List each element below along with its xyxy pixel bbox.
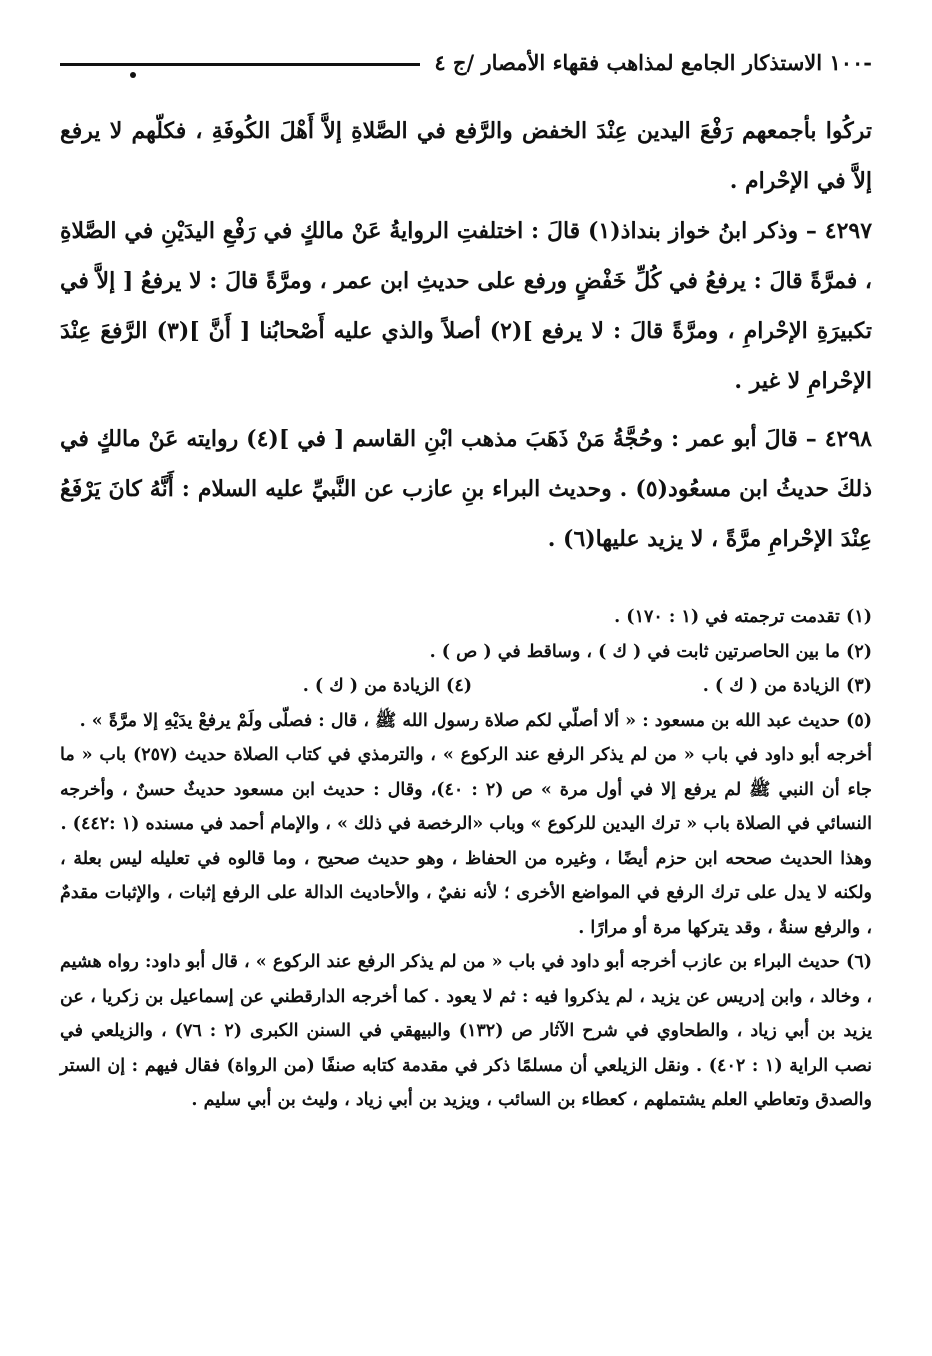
footnotes: [60, 600, 872, 1118]
footnote-2: (٢) ما بين الحاصرتين ثابت في ( ك ) ، وساقط في ( ص ) .: [429, 641, 872, 662]
ink-dot: [130, 72, 136, 78]
paragraph-4298: ٤٢٩٨ – قالَ أبو عمر : وحُجَّةُ مَنْ ذَهَبَ مذهب ابْنِ القاسم [ في ](٤) روايته عَنْ مالكٍ في ذلكَ حديثُ ابن مسعُود(٥) . وحديث البراء بنِ عازب عن النَّبيِّ عليه السلام : أَنَّهُ كانَ يَرْفَعُ عِنْدَ الإحْرامِ مرَّةً ، لا يزيد عليها(٦) .: [60, 426, 873, 552]
main-text: [60, 106, 872, 564]
footnote-4: (٤) الزيادة من ( ك ) .: [302, 676, 472, 696]
footnote-6: (٦) حديث البراء بن عازب أخرجه أبو داود في باب « من لم يذكر الرفع عند الركوع » ، قال أبو داود: رواه هشيم ، وخالد ، وابن إدريس عن يزيد ، لم يذكروا فيه : ثم لا يعود . كما أخرجه الدارقطني عن إسماعيل بن زكريا ، عن يزيد بن أبي زياد ، والطحاوي في شرح الآثار ص (١٣٢) والبيهقي في السنن الكبرى (٢ : ٧٦) ، والزيلعي في نصب الراية (١ : ٤٠٢) . ونقل الزيلعي أن مسلمًا ذكر في مقدمة كتابه صنفًا (من الرواة) فقال فيهم : إن الستر والصدق وتعاطي العلم يشتملهم ، كعطاء بن السائب ، ويزيد بن أبي زياد ، وليث بن أبي سليم .: [60, 952, 873, 1110]
page-title: -١٠٠ الاستذكار الجامع لمذاهب فقهاء الأمصار /ج ٤: [434, 49, 872, 75]
footnote-5-part-3: وهذا الحديث صححه ابن حزم أيضًا ، وغيره من الحفاظ ، وهو حديث صحيح ، وما قالوه في تعليله ليس بعلة ، ولكنه لا يدل على ترك الرفع في المواضع الأخرى ؛ لأنه نفيٌ ، والأحاديث الدالة على الرفع إثبات ، والإثبات مقدمٌ ، والرفع سنةٌ ، وقد يتركها مرة أو مرارًا .: [60, 848, 872, 938]
running-header: [60, 42, 872, 82]
footnote-row-3-4: [60, 669, 872, 704]
footnote-3: (٣) الزيادة من ( ك ) .: [702, 676, 872, 696]
header-rule: [60, 63, 420, 66]
footnote-5-part-2: أخرجه أبو داود في باب « من لم يذكر الرفع عند الركوع » ، والترمذي في كتاب الصلاة حديث (٢٥٧) باب « ما جاء أن النبي ﷺ لم يرفع إلا في أول مرة » ص (٢ : ٤٠)، وقال : حديث ابن مسعود حديثٌ حسنٌ ، وأخرجه النسائي في الصلاة باب « ترك اليدين للركوع » وباب «الرخصة في ذلك » ، والإمام أحمد في مسنده (١ :٤٤٢) .: [60, 745, 872, 834]
paragraph-4297: ٤٢٩٧ – وذكر ابنُ خواز بنداذ(١) قالَ : اختلفتِ الروايةُ عَنْ مالكٍ في رَفْعِ اليدَيْنِ في الصَّلاةِ ، فمرَّةً قالَ : يرفعُ في كُلِّ خَفْضٍ ورفع على حديثِ ابن عمر ، ومرَّةً قالَ : لا يرفعُ [ إلاَّ في تكبيرَةِ الإحْرامِ ، ومرَّةً قالَ : لا يرفع ](٢) أصلاً والذي عليه أَصْحابُنا [ أَنَّ ](٣) الرَّفعَ عِنْدَ الإحْرامِ لا غير .: [60, 218, 873, 394]
footnote-1: (١) تقدمت ترجمته في (١ : ١٧٠) .: [614, 607, 872, 627]
paragraph-1: تركُوا بأجمعهم رَفْعَ اليدين عِنْدَ الخفض والرَّفع في الصَّلاةِ إلاَّ أَهْلَ الكُوفَةِ ، فكلّهم لا يرفع إلاَّ في الإحْرام .: [60, 118, 872, 194]
footnote-5: (٥) حديث عبد الله بن مسعود : « ألا أصلّي لكم صلاة رسول الله ﷺ ، قال : فصلّى ولَمْ يرفعْ يدَيْهِ إلا مرَّةً » .: [79, 710, 872, 731]
